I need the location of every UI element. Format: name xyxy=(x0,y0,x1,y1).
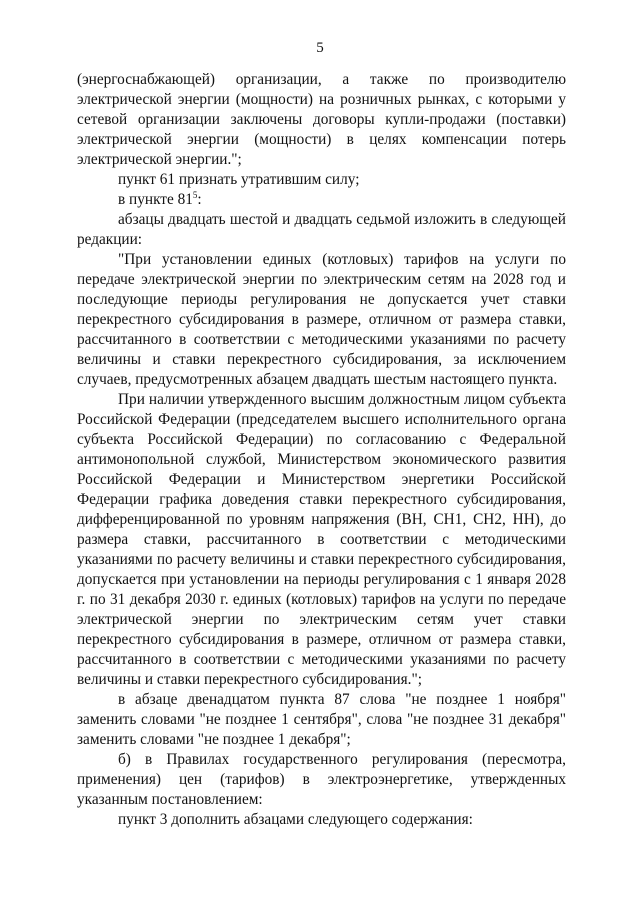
paragraph-b-rules: б) в Правилах государственного регулирования (пересмотра, применения) цен (тарифов) в электроэнергетике, утвержденных указанным постановлением: xyxy=(77,751,566,808)
paragraph-item-61: пункт 61 признать утратившим силу; xyxy=(118,171,360,188)
paragraph-item-87: в абзаце двенадцатом пункта 87 слова "не позднее 1 ноября" заменить словами "не позднее 1 сентября", слова "не позднее 31 декабря" заменить словами "не позднее 1 декабря"; xyxy=(77,691,566,748)
paragraph-item-81 xyxy=(77,190,566,210)
paragraph-quote-1: "При установлении единых (котловых) тарифов на услуги по передаче электрической энергии по электрическим сетям на 2028 год и последующие периоды регулирования не допускается учет ставки перекрестного субсидирования в размере, отличном от размера ставки, рассчитанного в соответствии с методическими указаниями по расчету величины и ставки перекрестного субсидирования, за исключением случаев, предусмотренных абзацем двадцать шестым настоящего пункта. xyxy=(77,251,566,388)
superscript-5: 5 xyxy=(192,189,198,200)
page-number: 5 xyxy=(316,40,324,56)
paragraph-item-3: пункт 3 дополнить абзацами следующего содержания: xyxy=(118,811,473,828)
paragraph-quote-2: При наличии утвержденного высшим должностным лицом субъекта Российской Федерации (председателем высшего исполнительного органа субъекта Российской Федерации) по согласованию с Федеральной антимонопольной службой, Министерством экономического развития Российской Федерации и Министерством энергетики Российской Федерации графика доведения ставки перекрестного субсидирования, дифференцированной по уровням напряжения (ВН, СН1, СН2, НН), до размера ставки, рассчитанного в соответствии с методическими указаниями по расчету величины и ставки перекрестного субсидирования, допускается при установлении на периоды регулирования с 1 января 2028 г. по 31 декабря 2030 г. единых (котловых) тарифов на услуги по передаче электрической энергии по электрическим сетям учет ставки перекрестного субсидирования в размере, отличном от размера ставки, рассчитанного в соответствии с методическими указаниями по расчету величины и ставки перекрестного субсидирования."; xyxy=(77,391,566,688)
paragraph-continuation: (энергоснабжающей) организации, а также по производителю электрической энергии (мощности) на розничных рынках, с которыми у сетевой организации заключены договоры купли-продажи (поставки) электрической энергии (мощности) в целях компенсации потерь электрической энергии."; xyxy=(77,71,566,168)
paragraph-abzacy: абзацы двадцать шестой и двадцать седьмой изложить в следующей редакции: xyxy=(77,211,566,248)
paragraph-item-81-colon: : xyxy=(197,191,202,208)
document-body xyxy=(77,70,566,830)
paragraph-item-81-text: в пункте 81 xyxy=(118,191,193,208)
